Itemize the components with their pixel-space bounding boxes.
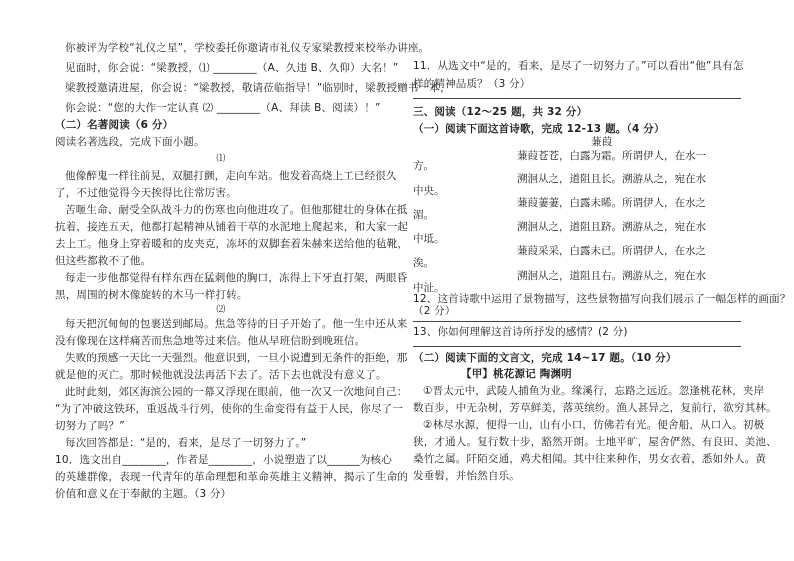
section-subtitle: （一）阅读下面这首诗歌，完成 12-13 题。（4 分） bbox=[413, 123, 665, 135]
poem-line: 溯洄从之，道阻且跻。溯游从之，宛在水 bbox=[517, 221, 706, 233]
passage-line: 苦咂生命、耐受全队战斗力的伤寒也向他进攻了。但他那健壮的身体在抵 bbox=[65, 204, 408, 216]
poem-line-end: 方。 bbox=[413, 160, 434, 172]
question-10: 10．选文出自________，作者是________，小说塑造了以______为核心 bbox=[55, 454, 392, 466]
passage-line: 此时此刻，郊区海滨公园的一幕又浮现在眼前，他一次又一次地问自己： bbox=[65, 386, 408, 398]
passage-line: 就是他的灭亡。那时候他就没法再活下去了。活下去也就没有意义了。 bbox=[55, 369, 387, 381]
passage-line: 每天把沉甸甸的包裹送到邮局。焦急等待的日子开始了。他一生中还从来 bbox=[65, 318, 408, 330]
poem-line: 溯洄从之，道阻且右。溯游从之，宛在水 bbox=[517, 270, 706, 282]
classical-line: 数百步，中无杂树，芳草鲜美，落英缤纷。渔人甚异之，复前行，欲穷其林。 bbox=[413, 402, 777, 414]
classical-line: ①晋太元中，武陵人捕鱼为业。缘溪行，忘路之远近。忽逢桃花林，夹岸 bbox=[423, 385, 765, 397]
poem-line: 溯洄从之，道阻且长。溯游从之，宛在水 bbox=[517, 173, 706, 185]
classical-title: 【甲】桃花源记 陶渊明 bbox=[461, 368, 572, 380]
classical-line: 桑竹之属。阡陌交通，鸡犬相闻。其中往来种作，男女衣着，悉如外人。黄 bbox=[413, 453, 767, 465]
poem-line-end: 中央。 bbox=[413, 185, 445, 197]
section-instruction: 阅读名著选段，完成下面小题。 bbox=[55, 136, 205, 148]
passage-line: 他像醉鬼一样往前晃，双腿打颤，走向车站。他发着高烧上工已经很久 bbox=[65, 170, 397, 182]
question-12: 12、这首诗歌中运用了景物描写，这些景物描写向我们展示了一幅怎样的画面？ bbox=[413, 293, 791, 305]
passage-line: “为了冲破这铁环，重返战斗行列，使你的生命变得有益于人民，你尽了一 bbox=[55, 403, 404, 415]
answer-line bbox=[413, 98, 741, 99]
question-12: （2 分） bbox=[413, 305, 456, 317]
question-11: 样的精神品质？（3 分） bbox=[413, 78, 531, 90]
poem-line-end: 涘。 bbox=[413, 257, 434, 269]
section-title: （二）名著阅读（6 分） bbox=[55, 119, 174, 131]
passage-marker: ⑵ bbox=[216, 305, 226, 315]
passage-line: 抗着，接连五天，他都打起精神从铺着干草的水泥地上爬起来，和大家一起 bbox=[55, 221, 409, 233]
poem-line-end: 中坻。 bbox=[413, 233, 445, 245]
question-11: 11．从选文中“是的，看来，是尽了一切努力了。”可以看出“他”具有怎 bbox=[413, 60, 744, 72]
section-subtitle: （二）阅读下面的文言文，完成 14~17 题。（10 分） bbox=[413, 352, 677, 364]
passage-line: 没有像现在这样痛苦而焦急地等过来信。他从早班信盼到晚班信。 bbox=[55, 335, 366, 347]
passage-line: 了，不过他觉得今天挨得比往常厉害。 bbox=[55, 187, 237, 199]
poem-line-end: 中沚。 bbox=[413, 282, 445, 294]
question-10: 的英雄群像，表现一代青年的革命理想和革命英雄主义精神，揭示了生命的 bbox=[55, 471, 409, 483]
classical-line: 发垂髫，并怡然自乐。 bbox=[413, 470, 520, 482]
poem-title: 蒹葭 bbox=[591, 136, 613, 148]
passage-line: 但这些都救不了他。 bbox=[55, 255, 152, 267]
answer-line bbox=[413, 321, 741, 322]
passage-line: 每次回答都是：“是的，看来，是尽了一切努力了。” bbox=[65, 437, 307, 449]
poem-line: 蒹葭苍苍，白露为霜。所谓伊人，在水一 bbox=[517, 150, 706, 162]
poem-line: 蒹葭采采，白露未已。所谓伊人，在水之 bbox=[517, 245, 706, 257]
intro-line: 你被评为学校“礼仪之星”，学校委托你邀请市礼仪专家梁教授来校举办讲座。 bbox=[65, 42, 430, 54]
intro-line: 你会说：“您的大作一定认真 ⑵ ________（A、拜读 B、阅读）！” bbox=[65, 102, 381, 114]
passage-line: 去上工。他身上穿着暖和的皮夹克，冻坏的双脚套着朱赫来送给他的毡靴， bbox=[55, 238, 409, 250]
intro-line: 梁教授邀请进屋，你会说：“梁教授，敬请莅临指导！”临别时，梁教授赠书一本， bbox=[65, 82, 451, 94]
passage-marker: ⑴ bbox=[216, 154, 226, 164]
passage-line: 每走一步他都觉得有样东西在猛刺他的胸口，冻得上下牙直打架，两眼昏 bbox=[65, 272, 408, 284]
poem-line: 蒹葭萋萋，白露未晞。所谓伊人，在水之 bbox=[517, 197, 706, 209]
intro-line: 见面时，你会说：“梁教授，⑴ ________（A、久违 B、久仰）大名！” bbox=[65, 62, 399, 74]
classical-line: 狭，才通人。复行数十步，豁然开朗。土地平旷，屋舍俨然，有良田、美池、 bbox=[413, 436, 777, 448]
classical-line: ②林尽水源，便得一山，山有小口，仿佛若有光。便舍船，从口入。初极 bbox=[423, 419, 765, 431]
question-13: 13、你如何理解这首诗所抒发的感情？(2 分) bbox=[413, 326, 628, 338]
passage-line: 黑，周围的树木像旋转的木马一样打转。 bbox=[55, 289, 248, 301]
answer-line bbox=[413, 346, 741, 347]
poem-line-end: 湄。 bbox=[413, 209, 434, 221]
passage-line: 失败的预感一天比一天强烈。他意识到，一旦小说遭到无条件的拒绝，那 bbox=[65, 352, 408, 364]
passage-line: 切努力了吗？” bbox=[55, 420, 125, 432]
question-10: 价值和意义在于奉献的主题。（3 分） bbox=[55, 488, 232, 500]
section-title: 三、阅读（12～25 题，共 32 分） bbox=[413, 106, 588, 118]
